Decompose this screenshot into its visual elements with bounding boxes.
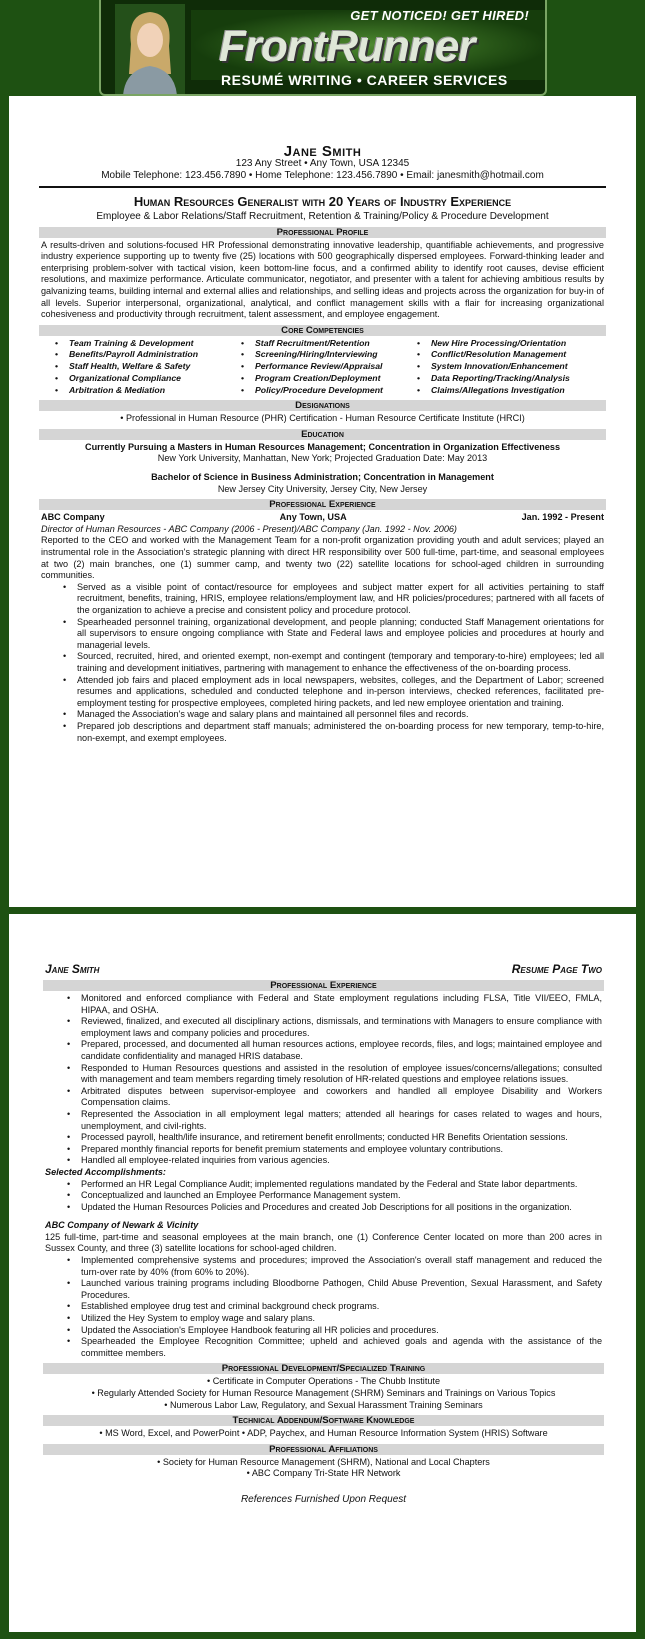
list-item: • Updated the Association's Employee Handbook featuring all HR policies and procedures. (67, 1325, 602, 1337)
training-item: • Numerous Labor Law, Regulatory, and Sexual Harassment Training Seminars (164, 1399, 483, 1410)
dates: Jan. 1992 - Present (521, 512, 604, 523)
list-item: • Managed the Association's wage and salary plans and maintained all personnel files and records. (63, 709, 604, 721)
job-summary: Reported to the CEO and worked with the Management Team for a non-profit organization providing youth and adult services; played an instrumental role in the Association's strategic planning with direct HR responsibility over 500 full-time, part-time, and seasonal employees at two (2) main branches, one (1) summer camp, and twenty two (22) satellite locations for school-aged children in surrounding communities. (41, 535, 604, 581)
list-item: • Handled all employee-related inquiries from various agencies. (67, 1155, 602, 1167)
references-note: References Furnished Upon Request (240, 1493, 407, 1505)
section-heading: Technical Addendum/Software Knowledge (43, 1415, 604, 1426)
list-item: • Represented the Association in all employment legal matters; attended all hearings for cases related to wages and hours, unemployment, and civil-rights. (67, 1109, 602, 1132)
duty-list (67, 993, 602, 1167)
list-item: • Sourced, recruited, hired, and oriented exempt, non-exempt and contingent (temporary and temporary-to-hire) employees; led all training and development initiatives, partnering with management to enhance the effectiveness of the on-boarding process. (63, 651, 604, 674)
training-item: • Regularly Attended Society for Human Resource Management (SHRM) Seminars and Trainings on Various Topics (91, 1388, 556, 1398)
degree: Currently Pursuing a Masters in Human Resources Management; Concentration in Organization Effectiveness (85, 441, 560, 452)
competency: • Program Creation/Deployment (241, 373, 417, 385)
degree: Bachelor of Science in Business Administration; Concentration in Management (151, 472, 494, 483)
list-item: • Served as a visible point of contact/resource for employees and subject matter expert for all activities pertaining to staff recruitment, benefits, training, HRIS, employee relations/employment law, and HR policies/procedures; partnered with all facets of the organization to achieve a precise and consistent policy and procedure protocol. (63, 582, 604, 617)
section-heading: Professional Development/Specialized Training (43, 1363, 604, 1374)
address: 123 Any Street • Any Town, USA 12345 (235, 157, 410, 169)
accomplishment-list (67, 1179, 602, 1214)
banner-logo: FrontRunner (219, 22, 475, 71)
section-heading: Professional Affiliations (43, 1444, 604, 1455)
competency: • Performance Review/Appraisal (241, 361, 417, 373)
competency: • Claims/Allegations Investigation (417, 385, 597, 397)
competency: • Benefits/Payroll Administration (55, 349, 241, 361)
competency: • System Innovation/Enhancement (417, 361, 597, 373)
list-item: • Implemented comprehensive systems and procedures; improved the Association's overall staff management and reduced the turn-over rate by 40% (from 60% to 20%). (67, 1255, 602, 1278)
designation: • Professional in Human Resource (PHR) Certification - Human Resource Certificate Institute (HRCI) (120, 413, 525, 424)
affiliation: • ABC Company Tri-State HR Network (246, 1468, 401, 1479)
contact-info: Mobile Telephone: 123.456.7890 • Home Telephone: 123.456.7890 • Email: janesmith@hotmail.com (101, 169, 544, 181)
section-heading: Professional Experience (39, 499, 606, 510)
list-item: • Prepared, processed, and documented all human resources actions, employee records, files, and logs; maintained employee and candidate confidentiality and managed HRIS database. (67, 1039, 602, 1062)
headline: Human Resources Generalist with 20 Years of Industry Experience (133, 193, 512, 209)
candidate-name: Jane Smith (45, 962, 100, 976)
job-header (41, 512, 604, 524)
page-label: Resume Page Two (511, 962, 602, 976)
school: New York University, Manhattan, New York; Projected Graduation Date: May 2013 (157, 453, 488, 464)
resume-page-one (9, 96, 636, 907)
training-item: • Certificate in Computer Operations - The Chubb Institute (207, 1376, 440, 1387)
competency: • Screening/Hiring/Interviewing (241, 349, 417, 361)
list-item: • Conceptualized and launched an Employee Performance Management system. (67, 1190, 602, 1202)
list-item: • Performed an HR Legal Compliance Audit; implemented regulations mandated by the Federal and State labor departments. (67, 1179, 602, 1191)
job-summary: 125 full-time, part-time and seasonal employees at the main branch, one (1) Conference Center located on more than 200 acres in Sussex County, and three (3) satellite locations for school-aged children. (45, 1231, 602, 1254)
job-title: Director of Human Resources - ABC Company (2006 - Present)/ABC Company (Jan. 1992 - Nov. 2006) (41, 523, 457, 534)
competency: • Data Reporting/Tracking/Analysis (417, 373, 597, 385)
competency: • Staff Health, Welfare & Safety (55, 361, 241, 373)
list-item: • Launched various training programs including Bloodborne Pathogen, Child Abuse Prevention, Sexual Harassment, and Safety Procedures. (67, 1278, 602, 1301)
section-heading: Core Competencies (39, 325, 606, 336)
competency: • Policy/Procedure Development (241, 385, 417, 397)
subheadline: Employee & Labor Relations/Staff Recruitment, Retention & Training/Policy & Procedure Development (96, 210, 549, 222)
competency: • Team Training & Development (55, 338, 241, 350)
competency: • Staff Recruitment/Retention (241, 338, 417, 350)
list-item: • Processed payroll, health/life insurance, and retirement benefit enrollments; conducted HR Benefits Orientation sessions. (67, 1132, 602, 1144)
list-item: • Monitored and enforced compliance with Federal and State employment regulations including FLSA, Title VII/EEO, FMLA, HIPAA, and OSHA. (67, 993, 602, 1016)
section-heading: Education (39, 429, 606, 440)
accomplishments-heading: Selected Accomplishments: (45, 1166, 166, 1177)
list-item: • Utilized the Hey System to employ wage and salary plans. (67, 1313, 602, 1325)
candidate-name: Jane Smith (283, 143, 362, 160)
competency: • Conflict/Resolution Management (417, 349, 597, 361)
banner-services: RESUMÉ WRITING • CAREER SERVICES (221, 72, 508, 88)
list-item: • Prepared job descriptions and department staff manuals; administered the on-boarding process for new temporary, temp-to-hire, non-exempt, and exempt employees. (63, 721, 604, 744)
header-banner (99, 0, 547, 96)
list-item: • Responded to Human Resources questions and assisted in the resolution of employee issues/concerns/allegations; consulted with management and team members regarding timely resolution of HR-related questions and employee relations issues. (67, 1063, 602, 1086)
woman-photo (115, 4, 185, 96)
section-heading: Professional Profile (39, 227, 606, 238)
competency: • Arbitration & Mediation (55, 385, 241, 397)
competency: • New Hire Processing/Orientation (417, 338, 597, 350)
affiliation: • Society for Human Resource Management (SHRM), National and Local Chapters (157, 1456, 490, 1467)
competency: • Organizational Compliance (55, 373, 241, 385)
company: ABC Company of Newark & Vicinity (45, 1220, 199, 1231)
page-two-header (45, 962, 602, 976)
duty-list (63, 582, 604, 744)
list-item: • Arbitrated disputes between supervisor-employee and coworkers and handled all employee Disability and Workers Compensation claims. (67, 1086, 602, 1109)
competencies-grid (41, 338, 604, 397)
software-list: • MS Word, Excel, and PowerPoint • ADP, Paychex, and Human Resource Information System (HRIS) Software (99, 1428, 548, 1439)
resume-page-two (9, 914, 636, 1632)
list-item: • Established employee drug test and criminal background check programs. (67, 1301, 602, 1313)
list-item: • Reviewed, finalized, and executed all disciplinary actions, dismissals, and terminations with Managers to ensure compliance with employment laws and company policies and procedures. (67, 1016, 602, 1039)
profile-text: A results-driven and solutions-focused HR Professional demonstrating innovative leadership, quantifiable achievements, and progressive industry experience supporting up to twenty five (25) locations with 500 geographically dispersed employees. Forward-thinking leader and enterprising problem-solver with tactical vision, keen bottom-line focus, and a confirmed ability to identify root causes, devise efficient resolutions, and maximize performance. Articulate communicator, negotiator, and presenter with a talent for achieving ambitious results by galvanizing teams, building internal and external allies and relationships, and selling ideas and projects across the organization for buy-in of all levels. Superior interpersonal, organizational, analytical, and conflict management skills with a flair for increasing organizational cohesiveness and productivity through recruitment, talent assessment, and employee engagement. (41, 239, 604, 320)
list-item: • Prepared monthly financial reports for benefit premium statements and employee voluntary contributions. (67, 1144, 602, 1156)
list-item: • Updated the Human Resources Policies and Procedures and created Job Descriptions for all positions in the organization. (67, 1202, 602, 1214)
section-heading: Professional Experience (43, 980, 604, 991)
section-heading: Designations (39, 400, 606, 411)
divider (39, 186, 606, 188)
list-item: • Attended job fairs and placed employment ads in local newspapers, websites, colleges, and the Department of Labor; screened resumes and applications, scheduled and conducted telephone and in-person interviews, checked references, facilitated pre-employment testing for prospective employees, completed hiring packets, and led new employee orientation and training. (63, 675, 604, 710)
list-item: • Spearheaded the Employee Recognition Committee; upheld and achieved goals and agenda with the assistance of the committee members. (67, 1336, 602, 1359)
company: ABC Company (41, 512, 105, 523)
banner-tagline: GET NOTICED! GET HIRED! (350, 8, 529, 23)
list-item: • Spearheaded personnel training, organizational development, and people planning; conducted Staff Management orientations for all supervisors to ensure ongoing compliance with State and Federal laws and employee policies and procedures at hourly and managerial levels. (63, 617, 604, 652)
location: Any Town, USA (279, 512, 347, 523)
school: New Jersey City University, Jersey City, New Jersey (217, 483, 428, 494)
duty-list (67, 1255, 602, 1359)
